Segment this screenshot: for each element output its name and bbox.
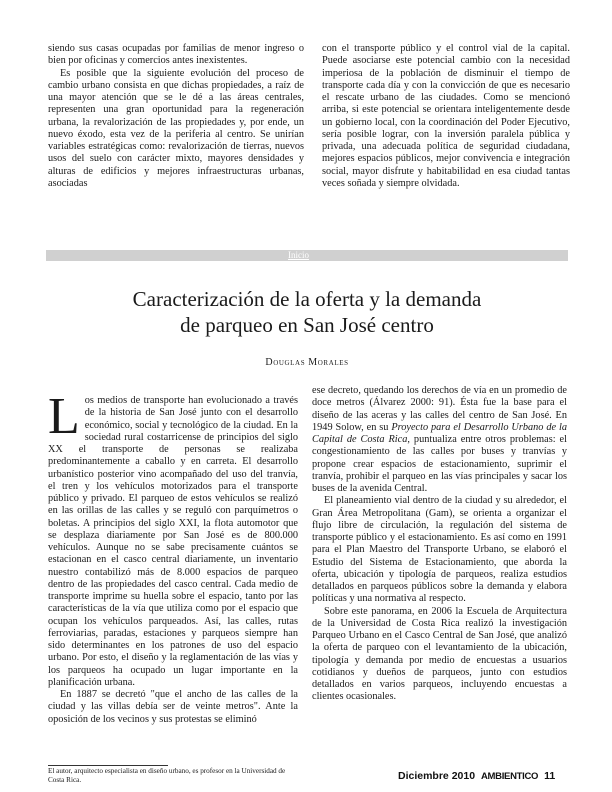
paragraph bbox=[48, 388, 298, 689]
title-line: de parqueo en San José centro bbox=[180, 313, 434, 337]
author-byline: Douglas Morales bbox=[265, 357, 349, 368]
article-right-column bbox=[312, 385, 567, 704]
paragraph: con el transporte público y el control vial de la capital. Puede asociarse este potencial cambio con la necesidad imperiosa de la población de disminuir el tiempo de transporte cada día y con la convicción de que es necesario el rescate urbano de las ciudades. Como se mencionó arriba, si este potencial se orientara inteligentemente desde un gobierno local, con la coordinación del Poder Ejecutivo, sería posible lograr, con la inversión paralela pública y privada, una adecuada política de seguridad ciudadana, mejores espacios públicos, mejor convivencia e integración social, mayor disfrute y habitabilidad en esa ciudad tantas veces soñada y siempre olvidada. bbox=[322, 43, 570, 189]
top-right-column bbox=[322, 43, 570, 190]
article-title bbox=[46, 286, 568, 338]
section-link-inicio[interactable]: Inicio bbox=[288, 250, 309, 260]
footnote: El autor, arquitecto especialista en diseño urbano, es profesor en la Universidad de Costa Rica. bbox=[48, 767, 286, 784]
title-line: Caracterización de la oferta y la demanda bbox=[132, 287, 482, 311]
issue-date: Diciembre 2010 bbox=[398, 770, 476, 782]
paragraph bbox=[312, 385, 567, 495]
paragraph: Es posible que la siguiente evolución del proceso de cambio urbano consista en que dichas propiedades, a raíz de una mayor atención que se le dé a las áreas centrales, representen una gran oportunidad para la regeneración urbana, la revalorización de las propiedades y, por ende, un nuevo éxodo, esta vez de la periferia al centro. Se unirían variables estratégicas como: revalorización de tierras, nuevos usos del suelo con carácter mixto, mayores densidades y alturas de edificios y mejores infraestructuras urbanas, asociadas bbox=[48, 67, 304, 189]
paragraph-text: , puntualiza entre otros problemas: el congestionamiento de las calles por buses y tranvías y propone crear espacios de estacionamiento, suprimir el tranvía, prohibir el parqueo en las vías principales y sacar los buses de la avenida Central. bbox=[312, 434, 567, 494]
paragraph: En 1887 se decretó "que el ancho de las calles de la ciudad y las villas debía ser de veinte metros". Ante la oposición de los vecinos y sus protestas se eliminó bbox=[48, 689, 298, 725]
book-title: Proyecto para el Desarrollo Urbano de la Capital de Costa Rica bbox=[312, 421, 567, 445]
paragraph: siendo sus casas ocupadas por familias de menor ingreso o bien por oficinas y comercios antes inexistentes. bbox=[48, 43, 304, 67]
paragraph-text: os medios de transporte han evolucionado a través de la historia de San José junto con el desarrollo económico, social y tecnológico de la ciudad. En la sociedad rural costarricense de principios del siglo XX el transporte de personas se realizaba predominantemente a caballo y en carreta. El desarrollo urbanístico posterior vino acompañado del uso del tranvía, el tren y los vehículos motorizados para el transporte público y privado. El parqueo de estos vehículos se realizó en las orillas de las calles y se reguló con parquímetros o boletas. A principios del siglo XXI, la flota automotor que se desplaza diariamente por San José es de 800.000 vehículos. Aunque no se sabe precisamente cuántos se estacionan en el casco central diariamente, un inventario nuestro contabilizó más de 8.000 espacios de parqueo dentro de las propiedades del casco central. Cada medio de transporte imprime su huella sobre el espacio, tanto por las características de la vía que utiliza como por el espacio que ocupan los vehículos parqueados. Así, las calles, rutas ferroviarias, paradas, estaciones y parqueos siempre han sido determinantes en los patrones de uso del espacio urbano. Por esto, el diseño y la reglamentación de las vías y los parqueos ha ocupado un lugar importante en la planificación urbana. bbox=[48, 395, 298, 688]
paragraph: El planeamiento vial dentro de la ciudad y su alrededor, el Gran Área Metropolitana (Gam), se orienta a organizar el flujo libre de circulación, la regulación del sistema de transporte público y el estacionamiento. Es así como en 1991 para el Plan Maestro del Transporte Urbano, se elaboró el Estudio del Sistema de Estacionamiento, que aborda la oferta, ubicación y tipología de parqueos, realiza estudios detallados en parqueos públicos sobre la demanda y elabora políticas y una normativa al respecto. bbox=[312, 495, 567, 605]
page-number: 11 bbox=[544, 770, 556, 782]
page-footer bbox=[398, 770, 555, 782]
drop-cap: L bbox=[48, 388, 80, 445]
paragraph-text: ese decreto, quedando los derechos de vía en un promedio de doce metros (Álvarez 2000: 91). Ésta fue la base para el diseño de las aceras y las calles del centro de San José. En 1949 Solow, en su bbox=[312, 385, 567, 433]
paragraph: Sobre este panorama, en 2006 la Escuela de Arquitectura de la Universidad de Costa Rica realizó la investigación Parqueo Urbano en el Casco Central de San José, que analizó la oferta de parqueo con el levantamiento de la ubicación, tipología y demanda por medio de encuestas a usuarios cotidianos y dueños de parqueos, junto con estudios detallados en varios parqueos, incluyendo encuestas a clientes ocasionales. bbox=[312, 605, 567, 703]
magazine-logo: AMBIENTICO bbox=[480, 771, 539, 782]
top-left-column bbox=[48, 43, 304, 190]
article-left-column bbox=[48, 388, 298, 726]
footnote-rule bbox=[48, 765, 168, 766]
